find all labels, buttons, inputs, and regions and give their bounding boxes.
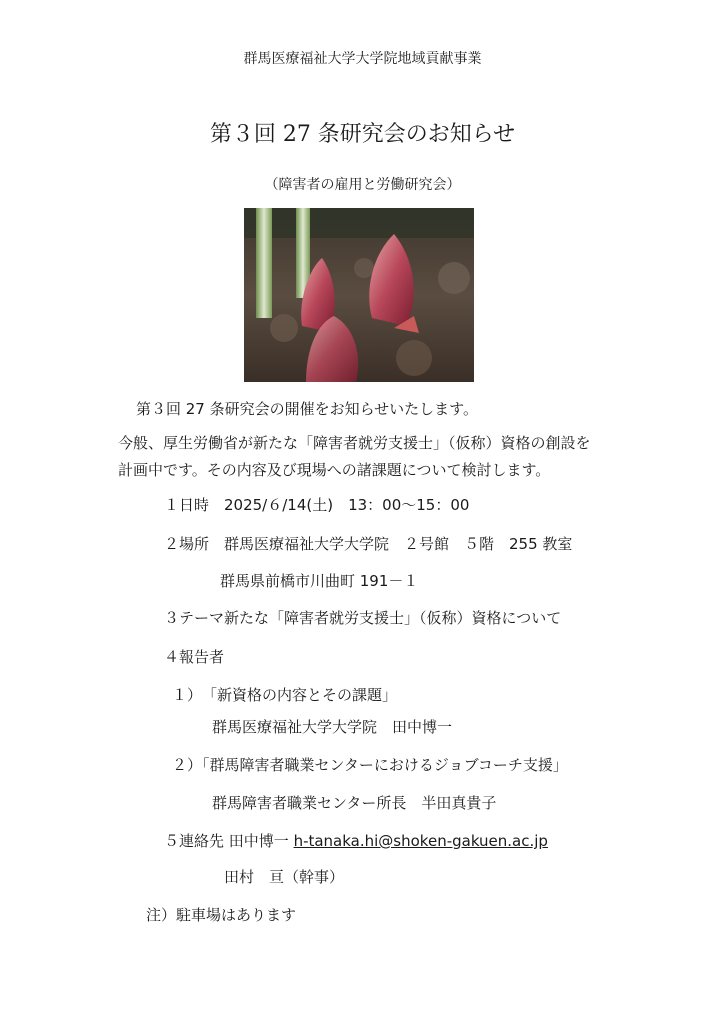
contact-second: 田村 亘（幹事） — [224, 868, 345, 886]
event-datetime: １日時 2025/６/14(土) 13：00～15：00 — [164, 496, 470, 514]
contact-label: ５連絡先 田中博一 — [164, 832, 289, 850]
body-line-1: 今般、厚生労働省が新たな「障害者就労支援士」（仮称）資格の創設を — [118, 434, 591, 452]
event-address: 群馬県前橋市川曲町 191－１ — [220, 572, 419, 590]
reporters-heading: ４報告者 — [164, 648, 225, 666]
page-title: 第３回 27 条研究会のお知らせ — [209, 122, 516, 147]
myoga-shoots-photo — [244, 208, 474, 382]
report-2-title: ２）「群馬障害者職業センターにおけるジョブコーチ支援」 — [172, 756, 568, 774]
body-line-2: 計画中です。その内容及び現場への諸課題について検討します。 — [118, 461, 551, 479]
parking-note: 注）駐車場はあります — [146, 906, 297, 924]
report-1-speaker: 群馬医療福祉大学大学院 田中博一 — [212, 718, 453, 736]
organization-name: 群馬医療福祉大学大学院地域貢献事業 — [243, 51, 482, 67]
report-2-speaker: 群馬障害者職業センター所長 半田真貴子 — [212, 794, 497, 812]
report-1-title: １） 「新資格の内容とその課題」 — [172, 686, 398, 704]
intro-text: 第３回 27 条研究会の開催をお知らせいたします。 — [136, 400, 478, 418]
contact-line — [164, 830, 548, 851]
event-place: ２場所 群馬医療福祉大学大学院 ２号館 ５階 255 教室 — [164, 535, 573, 553]
event-theme: ３テーマ新たな「障害者就労支援士」（仮称）資格について — [164, 609, 562, 627]
contact-email-link[interactable]: h-tanaka.hi@shoken-gakuen.ac.jp — [293, 832, 548, 850]
page-subtitle: （障害者の雇用と労働研究会） — [264, 177, 461, 193]
